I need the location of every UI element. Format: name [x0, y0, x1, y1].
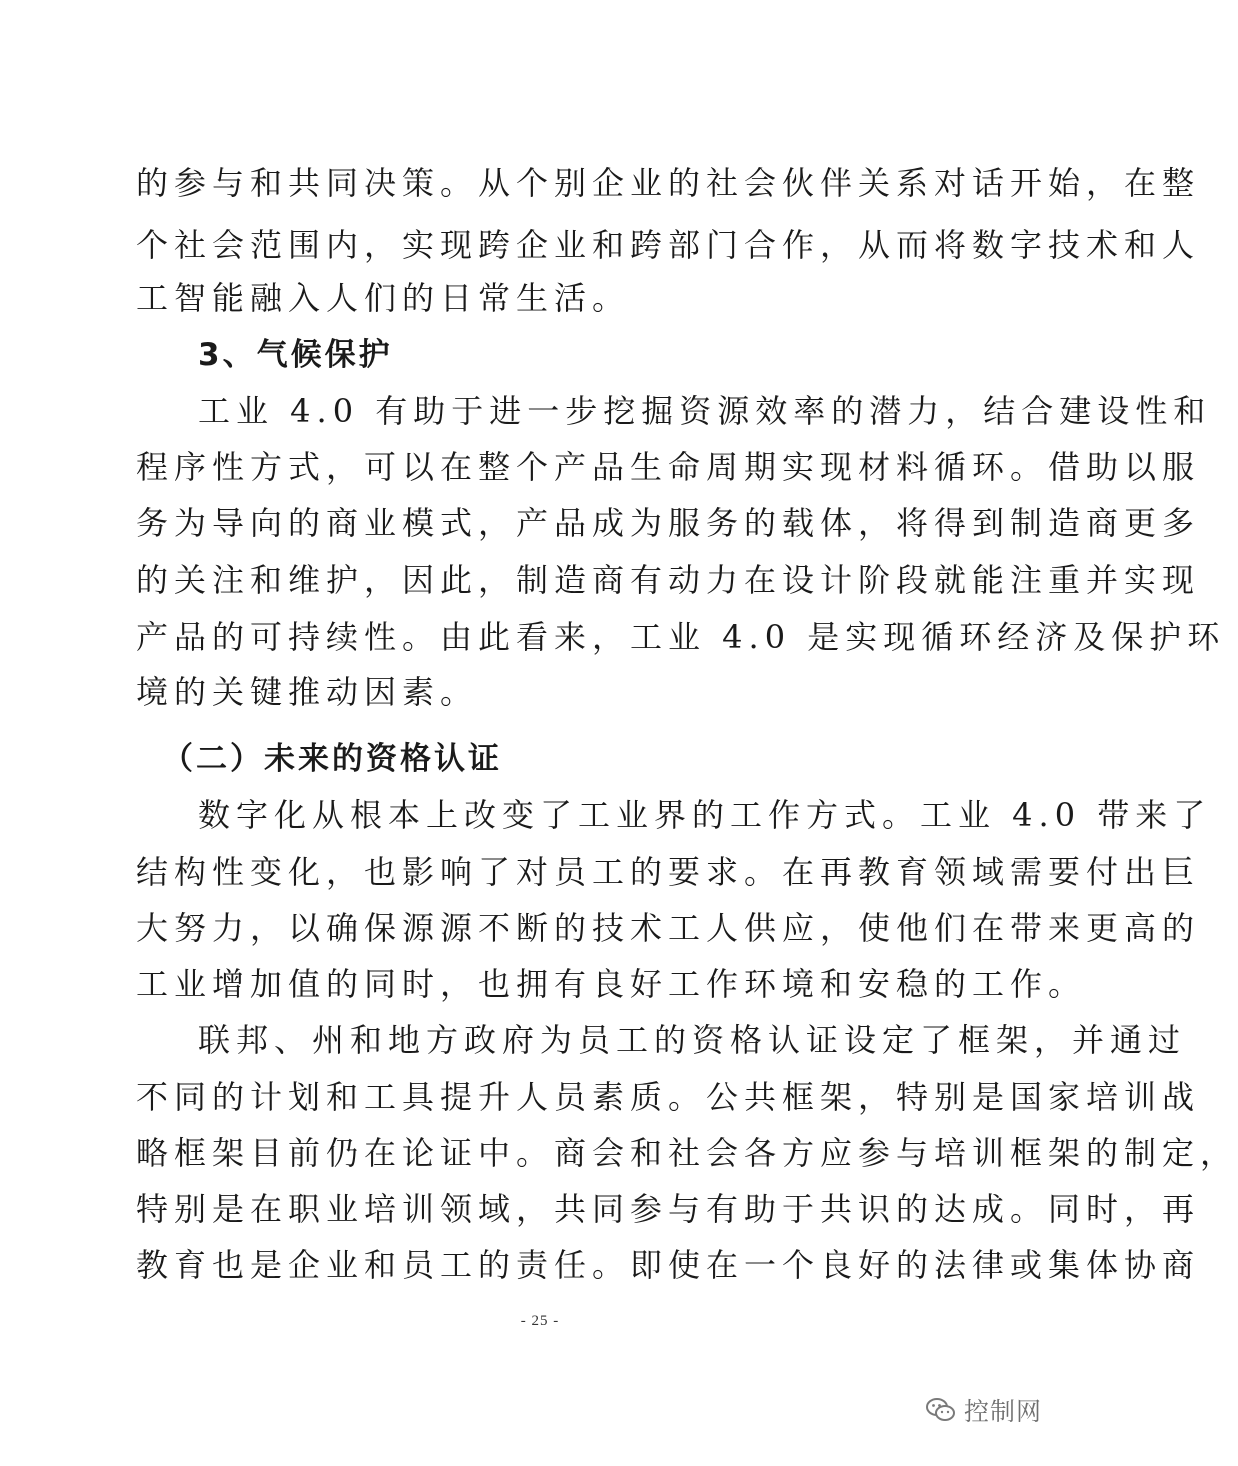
paragraph-line: 的参与和共同决策。从个别企业的社会伙伴关系对话开始，在整 — [136, 164, 1201, 202]
paragraph-line: 境的关键推动因素。 — [136, 673, 479, 711]
paragraph-line: 程序性方式，可以在整个产品生命周期实现材料循环。借助以服 — [136, 448, 1201, 486]
paragraph-line: 的关注和维护，因此，制造商有动力在设计阶段就能注重并实现 — [136, 561, 1201, 599]
page-number: - 25 - — [520, 1313, 560, 1329]
paragraph-line: 工业 4.0 有助于进一步挖掘资源效率的潜力，结合建设性和 — [198, 392, 1212, 430]
paragraph-line: 特别是在职业培训领域，共同参与有助于共识的达成。同时，再 — [136, 1190, 1201, 1228]
paragraph-line: 工智能融入人们的日常生活。 — [136, 279, 631, 317]
paragraph-line: 略框架目前仍在论证中。商会和社会各方应参与培训框架的制定， — [136, 1134, 1238, 1172]
paragraph-line: 大努力，以确保源源不断的技术工人供应，使他们在带来更高的 — [136, 909, 1201, 947]
paragraph-line: 结构性变化，也影响了对员工的要求。在再教育领域需要付出巨 — [136, 853, 1201, 891]
section-heading-qualification: （二）未来的资格认证 — [162, 741, 502, 777]
paragraph-line: 个社会范围内，实现跨企业和跨部门合作，从而将数字技术和人 — [136, 226, 1201, 264]
paragraph-line: 联邦、州和地方政府为员工的资格认证设定了框架，并通过 — [198, 1021, 1187, 1059]
paragraph-line: 教育也是企业和员工的责任。即使在一个良好的法律或集体协商 — [136, 1246, 1201, 1284]
paragraph-line: 产品的可持续性。由此看来，工业 4.0 是实现循环经济及保护环 — [136, 618, 1226, 656]
paragraph-line: 工业增加值的同时，也拥有良好工作环境和安稳的工作。 — [136, 965, 1087, 1003]
watermark-text: 控制网 — [963, 1397, 1042, 1426]
watermark — [926, 1392, 1042, 1428]
wechat-icon — [926, 1397, 956, 1423]
section-heading-climate: 3、气候保护 — [198, 337, 393, 373]
paragraph-line: 不同的计划和工具提升人员素质。公共框架，特别是国家培训战 — [136, 1078, 1201, 1116]
paragraph-line: 数字化从根本上改变了工业界的工作方式。工业 4.0 带来了 — [198, 796, 1212, 834]
paragraph-line: 务为导向的商业模式，产品成为服务的载体，将得到制造商更多 — [136, 504, 1201, 542]
